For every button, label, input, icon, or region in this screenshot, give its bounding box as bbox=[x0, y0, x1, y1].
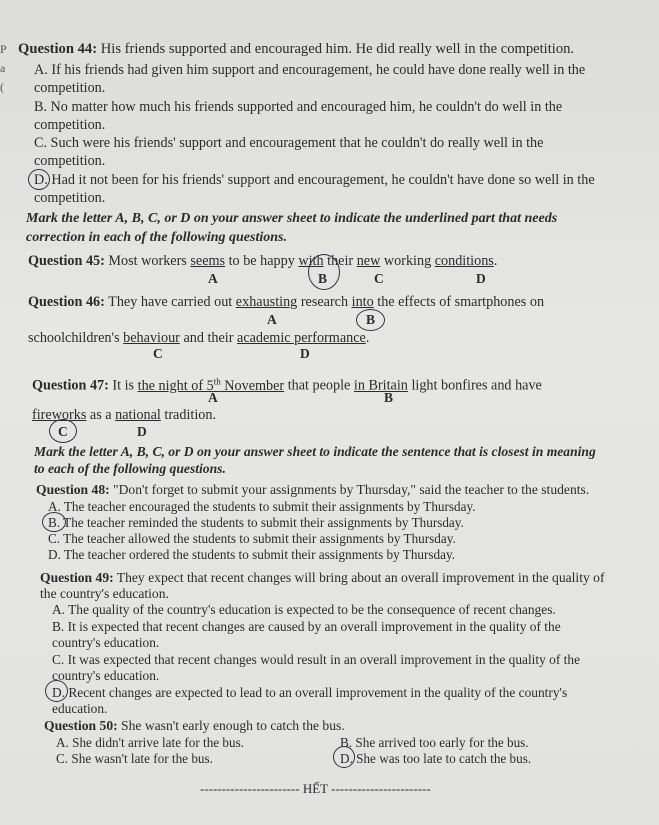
instruction-error-id-cont: correction in each of the following questions. bbox=[26, 230, 287, 245]
q49-option-c-cont: country's education. bbox=[52, 668, 160, 683]
q44-option-b[interactable]: B. No matter how much his friends supported and encouraged him, he couldn't do well in the bbox=[34, 99, 563, 115]
q48-option-d[interactable]: D. The teacher ordered the students to submit their assignments by Thursday. bbox=[48, 547, 456, 562]
q47-label-d[interactable]: D bbox=[137, 424, 147, 439]
answer-circle-mark bbox=[333, 746, 355, 768]
q47-stem: Question 47: It is the night of 5th November that people in Britain light bonfires and have bbox=[32, 376, 542, 394]
q48-option-a[interactable]: A. The teacher encouraged the students to submit their assignments by Thursday. bbox=[48, 499, 476, 514]
answer-circle-mark bbox=[308, 254, 340, 290]
margin-mark: P bbox=[0, 42, 7, 56]
q45-label-d[interactable]: D bbox=[476, 271, 486, 286]
q44-option-d[interactable]: D. Had it not been for his friends' support and encouragement, he couldn't have done so well in the bbox=[34, 172, 595, 188]
q49-option-b[interactable]: B. It is expected that recent changes are caused by an overall improvement in the quality of the bbox=[52, 619, 561, 634]
q50-stem: Question 50: She wasn't early enough to catch the bus. bbox=[44, 718, 345, 733]
q48-option-b[interactable]: B. The teacher reminded the students to submit their assignments by Thursday. bbox=[48, 515, 464, 530]
q50-option-a[interactable]: A. She didn't arrive late for the bus. bbox=[56, 735, 245, 750]
q49-option-d[interactable]: D. Recent changes are expected to lead to an overall improvement in the quality of the country's bbox=[52, 685, 568, 700]
q46-stem-cont: schoolchildren's behaviour and their academic performance. bbox=[28, 330, 370, 346]
q46-label-b[interactable]: B bbox=[366, 312, 376, 327]
margin-mark: a bbox=[0, 61, 6, 75]
q49-stem-cont: the country's education. bbox=[40, 586, 169, 601]
answer-circle-mark bbox=[49, 419, 77, 443]
q44-option-b-cont: competition. bbox=[34, 117, 106, 133]
q44-option-a[interactable]: A. If his friends had given him support and encouragement, he could have done really well in the bbox=[34, 62, 586, 78]
q47-label-a[interactable]: A bbox=[208, 390, 218, 405]
q44-option-c[interactable]: C. Such were his friends' support and encouragement that he couldn't do really well in the bbox=[34, 135, 544, 151]
q44-option-c-cont: competition. bbox=[34, 153, 106, 169]
q44-option-a-cont: competition. bbox=[34, 80, 106, 96]
q44-option-d-cont: competition. bbox=[34, 190, 106, 206]
q46-stem: Question 46: They have carried out exhausting research into the effects of smartphones on bbox=[28, 294, 545, 310]
q47-stem-cont: fireworks as a national tradition. bbox=[32, 407, 217, 423]
answer-circle-mark bbox=[356, 309, 385, 331]
q49-option-a[interactable]: A. The quality of the country's education is expected to be the consequence of recent changes. bbox=[52, 602, 556, 617]
q49-option-c[interactable]: C. It was expected that recent changes would result in an overall improvement in the quality of the bbox=[52, 652, 581, 667]
q45-stem: Question 45: Most workers seems to be happy with their new working conditions. bbox=[28, 253, 498, 269]
instruction-error-id: Mark the letter A, B, C, or D on your answer sheet to indicate the underlined part that needs bbox=[26, 211, 558, 226]
q49-option-d-cont: education. bbox=[52, 701, 108, 716]
q45-label-c[interactable]: C bbox=[374, 271, 384, 286]
q49-stem: Question 49: They expect that recent changes will bring about an overall improvement in the quality of bbox=[40, 570, 605, 585]
instruction-closest-meaning-cont: to each of the following questions. bbox=[34, 461, 226, 476]
margin-mark: ( bbox=[0, 80, 4, 94]
end-marker: ----------------------- HẾT ----------------------- bbox=[200, 781, 431, 796]
answer-circle-mark bbox=[42, 512, 66, 532]
q44-stem: Question 44: His friends supported and encouraged him. He did really well in the competition. bbox=[18, 41, 575, 57]
q45-label-a[interactable]: A bbox=[208, 271, 218, 286]
q50-option-d[interactable]: D. She was too late to catch the bus. bbox=[340, 751, 532, 766]
q49-option-b-cont: country's education. bbox=[52, 635, 160, 650]
q45-label-b[interactable]: B bbox=[318, 271, 328, 286]
q48-stem: Question 48: "Don't forget to submit your assignments by Thursday," said the teacher to the students. bbox=[36, 482, 590, 497]
q46-label-a[interactable]: A bbox=[267, 312, 277, 327]
q50-option-c[interactable]: C. She wasn't late for the bus. bbox=[56, 751, 213, 766]
q50-option-b[interactable]: B. She arrived too early for the bus. bbox=[340, 735, 529, 750]
answer-circle-mark bbox=[45, 680, 68, 702]
answer-circle-mark bbox=[28, 169, 50, 190]
q47-label-b[interactable]: B bbox=[384, 390, 394, 405]
q48-option-c[interactable]: C. The teacher allowed the students to submit their assignments by Thursday. bbox=[48, 531, 456, 546]
q46-label-d[interactable]: D bbox=[300, 346, 310, 361]
instruction-closest-meaning: Mark the letter A, B, C, or D on your answer sheet to indicate the sentence that is closest in meaning bbox=[34, 444, 596, 459]
q47-label-c[interactable]: C bbox=[58, 424, 68, 439]
q46-label-c[interactable]: C bbox=[153, 346, 163, 361]
